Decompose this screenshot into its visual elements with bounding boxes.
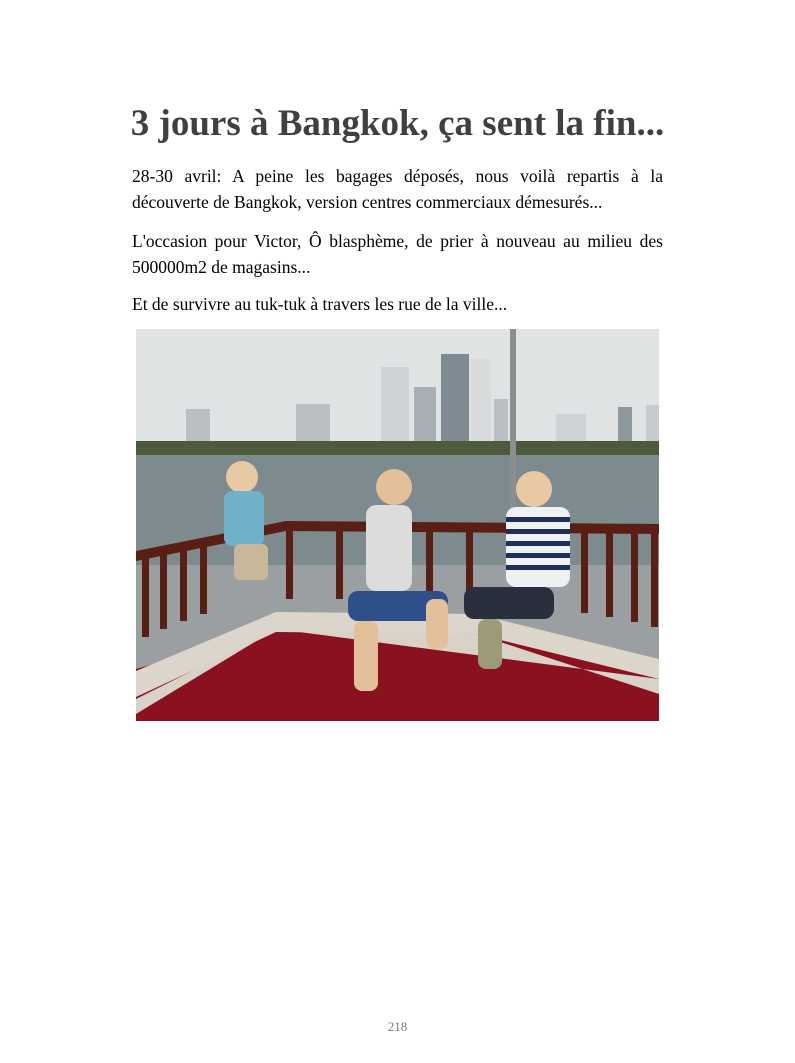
paragraph-intro: 28-30 avril: A peine les bagages déposés, nous voilà repartis à la découverte de Bangkok, version centres commerciaux démesurés... bbox=[132, 166, 663, 212]
photo-shoreline bbox=[136, 441, 659, 457]
paragraph-tuk-tuk: Et de survivre au tuk-tuk à travers les rue de la ville... bbox=[132, 294, 508, 314]
page-number: 218 bbox=[387, 1019, 408, 1034]
boat-photo bbox=[136, 329, 659, 721]
paragraph-victor: L'occasion pour Victor, Ô blasphème, de prier à nouveau au milieu des 500000m2 de magasins... bbox=[132, 231, 663, 277]
page-title: 3 jours à Bangkok, ça sent la fin... bbox=[130, 103, 665, 144]
